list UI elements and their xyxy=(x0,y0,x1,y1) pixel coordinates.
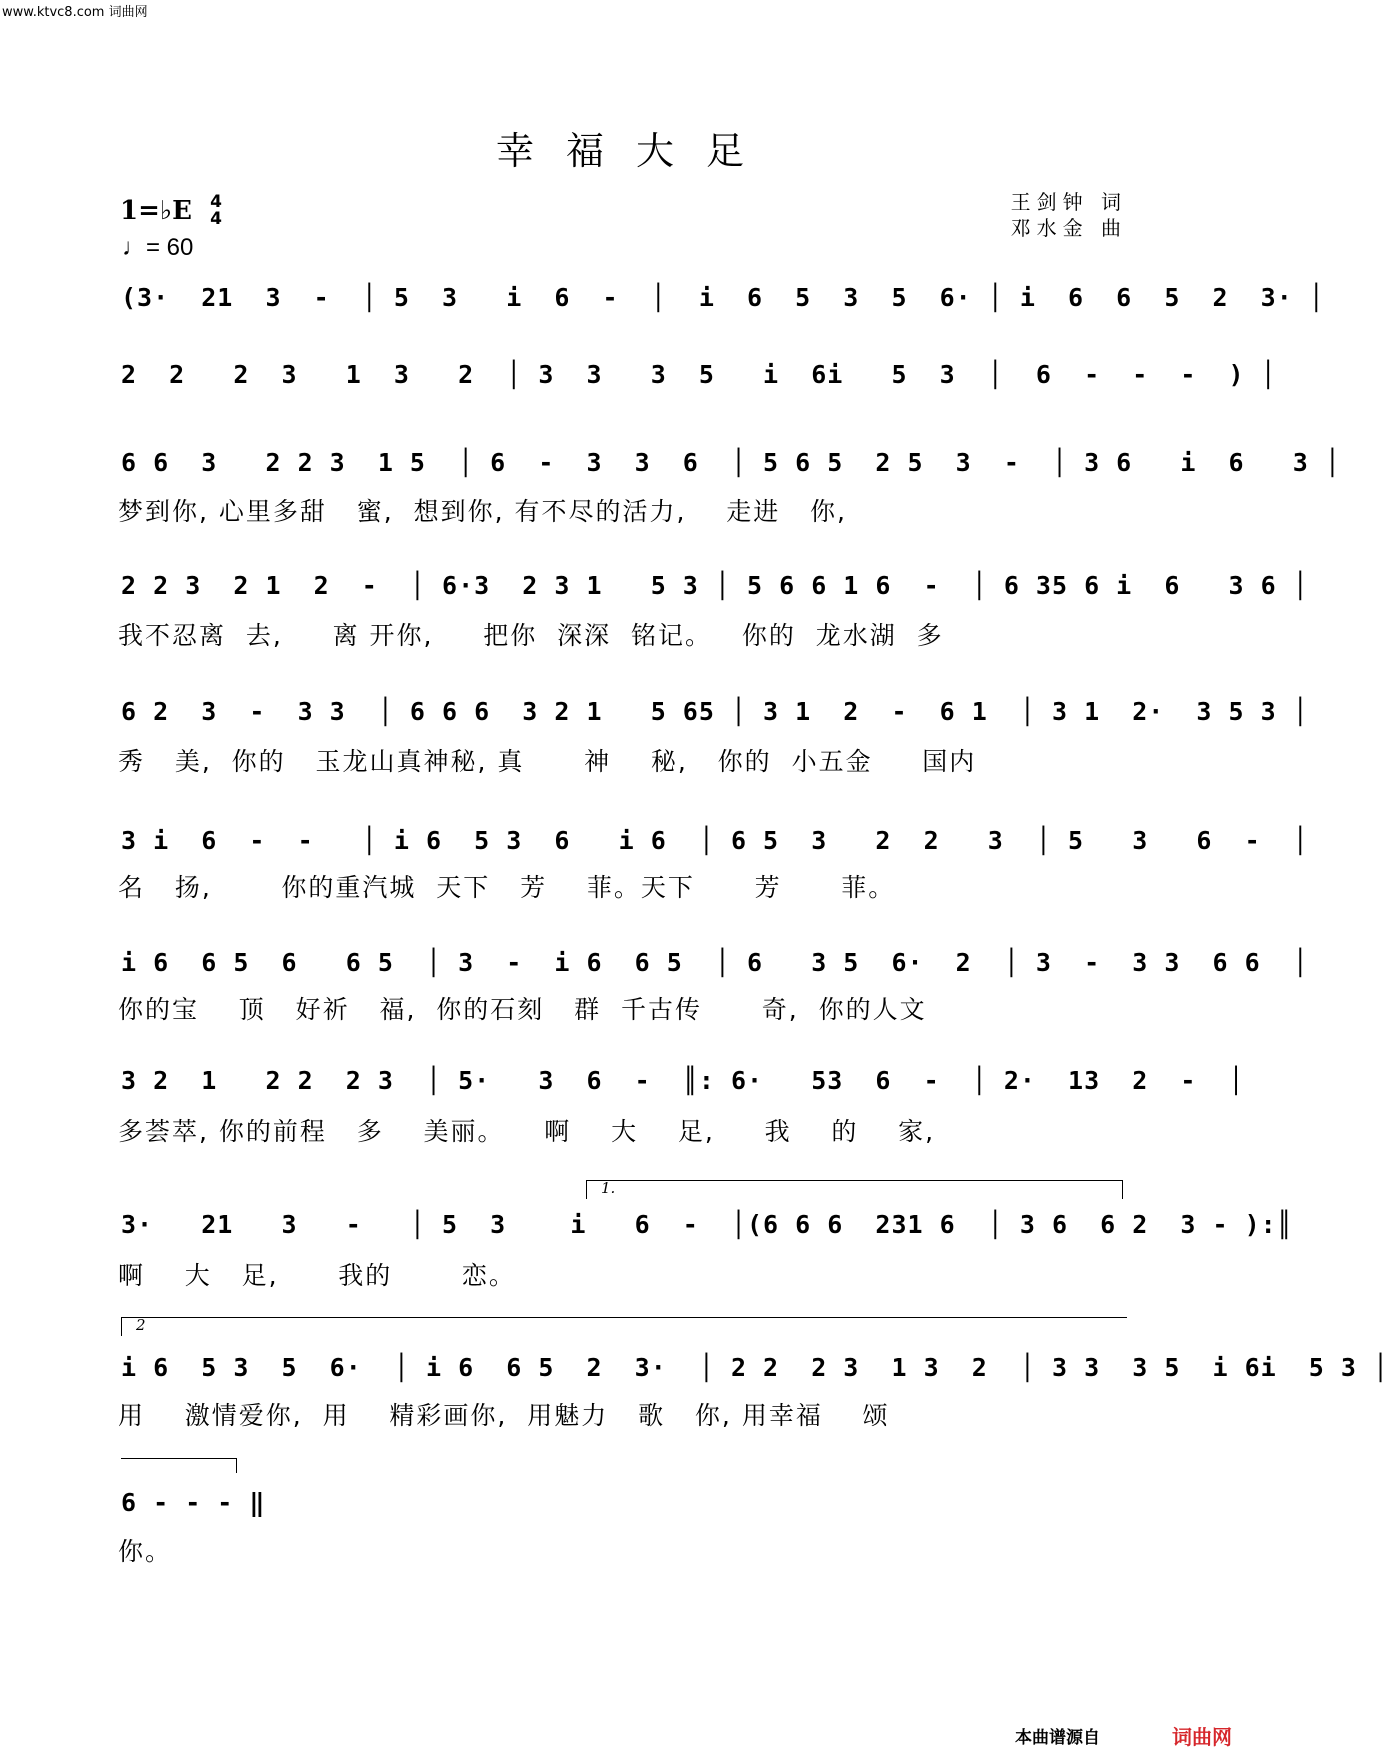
notation-line-4: 2 2 3 2 1 2 - │ 6·3 2 3 1 5 3 │ 5 6 6 1 6 - │ 6 35 6 i 6 3 6 │ xyxy=(121,571,1309,600)
first-ending-bracket xyxy=(586,1180,1123,1199)
footer-logo: 词曲网 xyxy=(1172,1725,1232,1749)
notation-line-2: 2 2 2 3 1 3 2 │ 3 3 3 5 i 6i 5 3 │ 6 - - - ) │ xyxy=(121,360,1277,389)
notation-line-1: (3· 21 3 - │ 5 3 i 6 - │ i 6 5 3 5 6· │ i 6 6 5 2 3· │ xyxy=(121,283,1325,312)
time-numerator: 4 xyxy=(210,192,222,212)
lyrics-line-6: 名 扬, 你的重汽城 天下 芳 菲。天下 芳 菲。 xyxy=(118,873,896,902)
song-title: 幸福大足 xyxy=(495,129,776,173)
second-ending-label: 2 xyxy=(136,1316,146,1334)
lyrics-line-4: 我不忍离 去, 离 开你, 把你 深深 铭记。 你的 龙水湖 多 xyxy=(118,621,944,650)
first-ending-label: 1. xyxy=(601,1179,616,1197)
footer-source-text: 本曲谱源自 xyxy=(1015,1728,1100,1748)
lyrics-line-3: 梦到你, 心里多甜 蜜, 想到你, 有不尽的活力, 走进 你, xyxy=(118,497,847,526)
notation-line-7: i 6 6 5 6 6 5 │ 3 - i 6 6 5 │ 6 3 5 6· 2 │ 3 - 3 3 6 6 │ xyxy=(121,948,1309,977)
final-bracket xyxy=(121,1458,237,1473)
notation-line-6: 3 i 6 - - │ i 6 5 3 6 i 6 │ 6 5 3 2 2 3 │ 5 3 6 - │ xyxy=(121,826,1309,855)
key-signature: 1=♭E xyxy=(120,196,192,226)
notation-line-11: 6 - - - ‖ xyxy=(121,1488,266,1517)
lyrics-line-9: 啊 大 足, 我的 恋。 xyxy=(118,1261,516,1290)
notation-line-9: 3· 21 3 - │ 5 3 i 6 - │(6 6 6 231 6 │ 3 6 6 2 3 - ):║ xyxy=(121,1210,1293,1239)
lyricist-credit: 王剑钟 词 xyxy=(1010,190,1127,214)
second-ending-bracket xyxy=(121,1317,1127,1336)
time-denominator: 4 xyxy=(210,209,222,229)
notation-line-3: 6 6 3 2 2 3 1 5 │ 6 - 3 3 6 │ 5 6 5 2 5 3 - │ 3 6 i 6 3 │ xyxy=(121,448,1341,477)
time-signature xyxy=(205,194,227,228)
lyrics-line-8: 多荟萃, 你的前程 多 美丽。 啊 大 足, 我 的 家, xyxy=(118,1117,936,1146)
lyrics-line-10: 用 激情爱你, 用 精彩画你, 用魅力 歌 你, 用幸福 颂 xyxy=(118,1401,890,1430)
notation-line-8: 3 2 1 2 2 2 3 │ 5· 3 6 - ║: 6· 53 6 - │ 2· 13 2 - │ xyxy=(121,1066,1245,1095)
composer-credit: 邓水金 曲 xyxy=(1010,216,1127,240)
lyrics-line-11: 你。 xyxy=(118,1537,173,1566)
notation-line-10: i 6 5 3 5 6· │ i 6 6 5 2 3· │ 2 2 2 3 1 3 2 │ 3 3 3 5 i 6i 5 3 │ xyxy=(121,1353,1389,1382)
notation-line-5: 6 2 3 - 3 3 │ 6 6 6 3 2 1 5 65 │ 3 1 2 - 6 1 │ 3 1 2· 3 5 3 │ xyxy=(121,697,1309,726)
lyrics-line-5: 秀 美, 你的 玉龙山真神秘, 真 神 秘, 你的 小五金 国内 xyxy=(118,747,977,776)
lyrics-line-7: 你的宝 顶 好祈 福, 你的石刻 群 千古传 奇, 你的人文 xyxy=(118,995,927,1024)
site-watermark: www.ktvc8.com 词曲网 xyxy=(2,5,148,20)
tempo-marking: ♩= 60 xyxy=(122,234,194,261)
